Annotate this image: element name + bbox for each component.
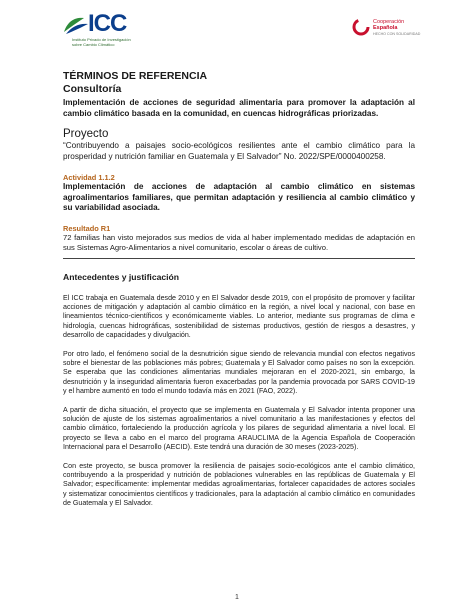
page-number: 1 — [235, 594, 239, 601]
doc-title: TÉRMINOS DE REFERENCIA — [63, 70, 208, 82]
logo-line-2: Española — [373, 25, 398, 31]
icc-logo-text: ICC — [88, 10, 127, 37]
body-paragraph: Por otro lado, el fenómeno social de la desnutrición sigue siendo de relevancia mundial con efectos negativos sobre el bienestar de las poblaciones más pobres; Guatemala y El Salvador como países no son la excepción. Se esperaba que las condiciones alimentarias mundiales mejoraran en el 2020-2021, sin embargo, la desnutrición y la inseguridad alimentaria fueron exacerbadas por la pandemia provocada por SARS COVID-19 y el hambre aumentó en todo el mundo todavía más en 2021 (FAO, 2022). — [63, 349, 415, 396]
activity-text: Implementación de acciones de adaptación al cambio climático en sistemas agroalimentarios familiares, que permitan adaptación y resiliencia al cambio climático y su variabilidad asociada. — [63, 182, 415, 212]
divider — [63, 258, 415, 259]
project-heading: Proyecto — [63, 128, 109, 140]
body-paragraph: Con este proyecto, se busca promover la resiliencia de paisajes socio-ecológicos ante el cambio climático, contribuyendo a la prosperidad y nutrición de poblaciones vulnerables en las repúblicas de Guatemala y El Salvador; específicamente: implementar medidas agroalimentarias, fortalecer capacidades de actores sociales y sistematizar conocimientos científicos y tradicionales, para la adaptación al cambio climático en comunidades de Guatemala y El Salvador. — [63, 461, 415, 508]
consultancy-text: Implementación de acciones de seguridad alimentaria para promover la adaptación al cambio climático basada en la comunidad, en cuencas hidrográficas priorizadas. — [63, 98, 415, 118]
section-title: Antecedentes y justificación — [63, 271, 180, 282]
result-label: Resultado R1 — [63, 223, 111, 233]
doc-subtitle: Consultoría — [63, 83, 122, 95]
aecid-emblem-icon — [352, 18, 370, 36]
logo-line-3: HECHO CON SOLIDARIDAD — [373, 32, 421, 36]
body-paragraph: A partir de dicha situación, el proyecto que se implementa en Guatemala y El Salvador intenta proponer una solución de ajuste de los sistemas agroalimentarios a nivel comunitario a las manifestaciones y efectos del cambio climático, fortaleciendo la producción agrícola y los pilares de seguridad alimentaria a nivel local. El proyecto se lleva a cabo en el marco del programa ARAUCLIMA de la Agencia Española de Cooperación Internacional para el Desarrollo (AECID). Este tendrá una duración de 30 meses (2023-2025). — [63, 405, 415, 452]
cooperacion-espanola-logo — [352, 18, 452, 44]
body-paragraph: El ICC trabaja en Guatemala desde 2010 y en El Salvador desde 2019, con el propósito de promover y facilitar acciones de mitigación y adaptación al cambio climático en la región, a nivel local y nacional, con base en lineamientos técnico-científicos y económicamente viables. Lo anterior, mediante sus programas de clima e hidrología, cuencas hidrográficas, sostenibilidad de sistemas productivos, gestión de riesgos a desastres, y desarrollo de capacidades y divulgación. — [63, 293, 415, 340]
activity-label: Actividad 1.1.2 — [63, 173, 115, 182]
logo-line-1: Cooperación — [373, 19, 405, 25]
icc-logo — [62, 12, 162, 46]
icc-logo-subtitle: Instituto Privado de Investigación sobre Cambio Climático — [72, 37, 131, 47]
result-text: 72 familias han visto mejorados sus medios de vida al haber implementado medidas de adaptación en sus Sistemas Agro-Alimentarios a nivel comunitario, escolar o áreas de cultivo. — [63, 232, 415, 252]
project-text: “Contribuyendo a paisajes socio-ecológicos resilientes ante el cambio climático para la prosperidad y nutrición familiar en Guatemala y El Salvador” No. 2022/SPE/0000400258. — [63, 141, 415, 161]
page-header — [0, 0, 474, 60]
document-content — [63, 70, 415, 509]
